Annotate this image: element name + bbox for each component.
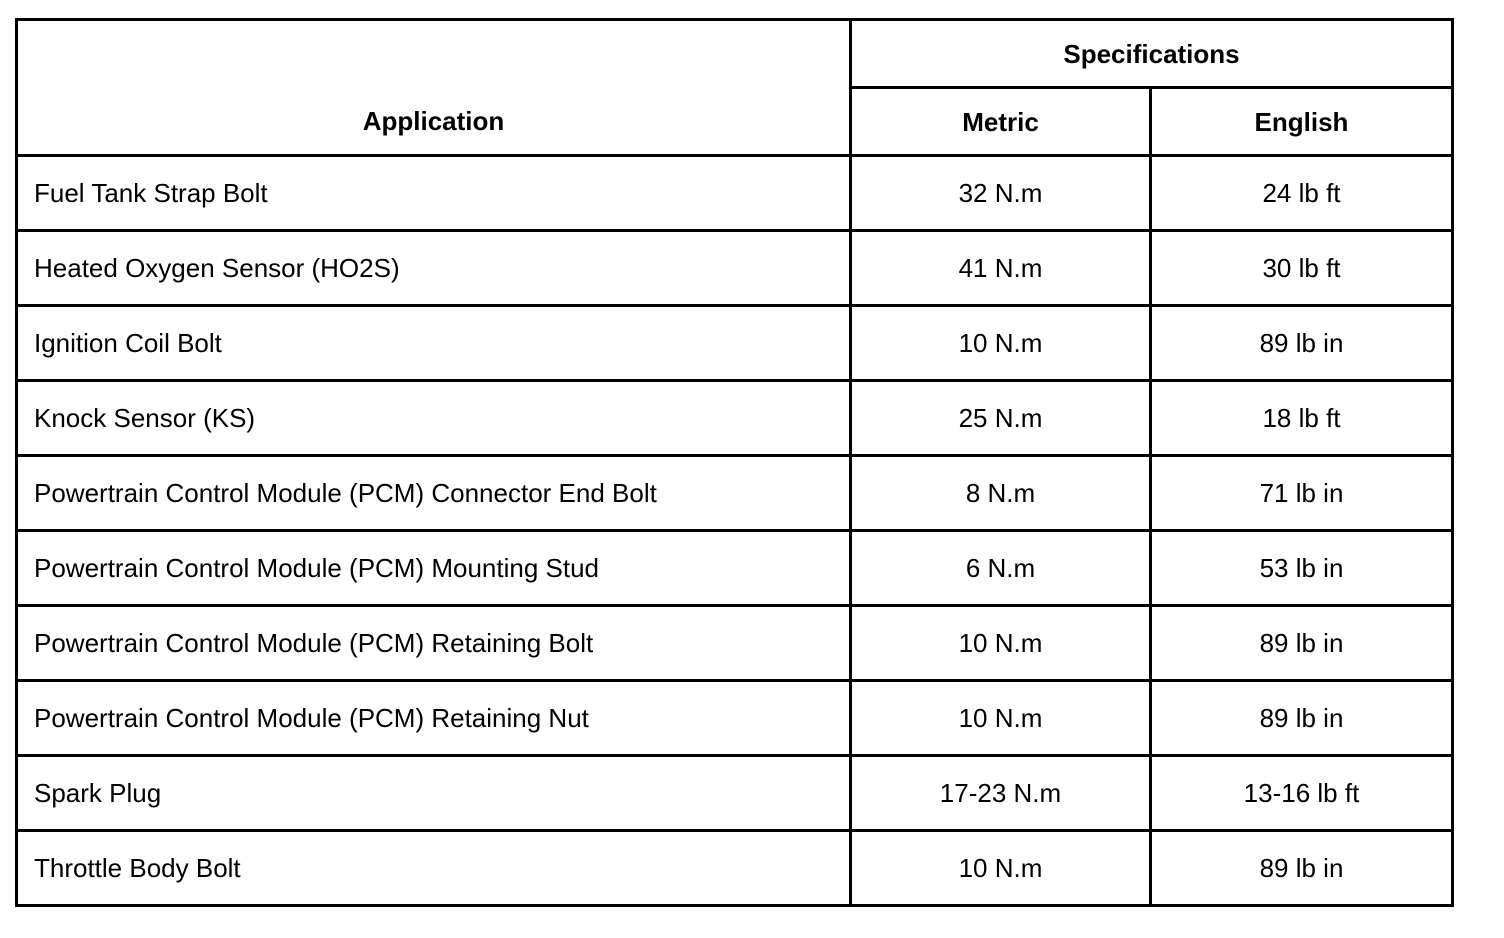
table-row: [17, 306, 1453, 381]
application-cell: Heated Oxygen Sensor (HO2S): [17, 231, 851, 306]
metric-cell: 6 N.m: [851, 531, 1151, 606]
table-row: [17, 381, 1453, 456]
metric-cell: 10 N.m: [851, 606, 1151, 681]
application-cell: Powertrain Control Module (PCM) Connector End Bolt: [17, 456, 851, 531]
table-row: [17, 681, 1453, 756]
english-cell: 24 lb ft: [1151, 156, 1453, 231]
specifications-header: Specifications: [851, 20, 1453, 88]
metric-cell: 17-23 N.m: [851, 756, 1151, 831]
table-header: [17, 20, 1453, 156]
metric-cell: 25 N.m: [851, 381, 1151, 456]
english-cell: 13-16 lb ft: [1151, 756, 1453, 831]
english-cell: 89 lb in: [1151, 681, 1453, 756]
table-row: [17, 606, 1453, 681]
metric-cell: 10 N.m: [851, 306, 1151, 381]
application-header: Application: [17, 20, 851, 156]
english-cell: 30 lb ft: [1151, 231, 1453, 306]
header-row-top: [17, 20, 1453, 88]
metric-cell: 41 N.m: [851, 231, 1151, 306]
application-cell: Fuel Tank Strap Bolt: [17, 156, 851, 231]
application-cell: Powertrain Control Module (PCM) Retaining Bolt: [17, 606, 851, 681]
table-body: [17, 156, 1453, 906]
english-cell: 89 lb in: [1151, 831, 1453, 906]
english-cell: 53 lb in: [1151, 531, 1453, 606]
metric-cell: 8 N.m: [851, 456, 1151, 531]
metric-header: Metric: [851, 88, 1151, 156]
table-row: [17, 756, 1453, 831]
english-cell: 89 lb in: [1151, 606, 1453, 681]
application-cell: Throttle Body Bolt: [17, 831, 851, 906]
english-cell: 89 lb in: [1151, 306, 1453, 381]
application-cell: Spark Plug: [17, 756, 851, 831]
english-header: English: [1151, 88, 1453, 156]
english-cell: 18 lb ft: [1151, 381, 1453, 456]
application-cell: Knock Sensor (KS): [17, 381, 851, 456]
application-cell: Ignition Coil Bolt: [17, 306, 851, 381]
application-cell: Powertrain Control Module (PCM) Mounting Stud: [17, 531, 851, 606]
table-row: [17, 231, 1453, 306]
table-row: [17, 156, 1453, 231]
table-row: [17, 531, 1453, 606]
metric-cell: 32 N.m: [851, 156, 1151, 231]
table-row: [17, 831, 1453, 906]
torque-specifications-table: [15, 18, 1454, 907]
metric-cell: 10 N.m: [851, 831, 1151, 906]
table-row: [17, 456, 1453, 531]
application-cell: Powertrain Control Module (PCM) Retaining Nut: [17, 681, 851, 756]
metric-cell: 10 N.m: [851, 681, 1151, 756]
english-cell: 71 lb in: [1151, 456, 1453, 531]
